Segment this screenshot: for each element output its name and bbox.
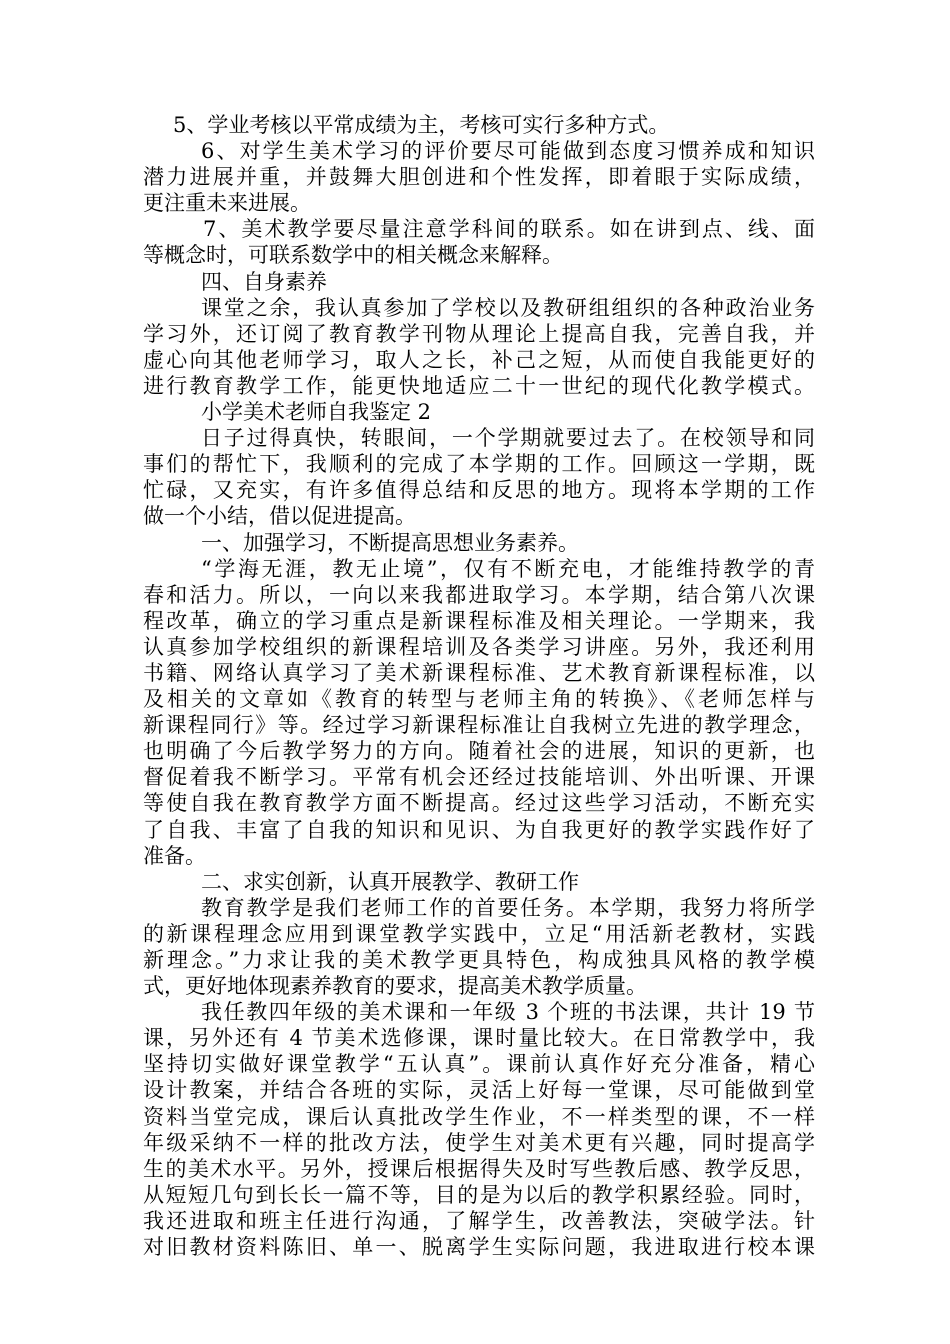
- text-line: 年级采纳不一样的批改方法，使学生对美术更有兴趣，同时提高学: [143, 1130, 815, 1155]
- text-line: 程改革，确立的学习重点是新课程标准及相关理论。一学期来，我: [143, 608, 815, 633]
- text-line: 督促着我不断学习。平常有机会还经过技能培训、外出听课、开课: [143, 765, 815, 790]
- text-line: 式，更好地体现素养教育的要求，提高美术教学质量。: [143, 974, 647, 999]
- text-line: 学习外，还订阅了教育教学刊物从理论上提高自我，完善自我，并: [143, 321, 815, 346]
- text-line: 对旧教材资料陈旧、单一、脱离学生实际问题，我进取进行校本课: [143, 1235, 815, 1260]
- text-line: 潜力进展并重，并鼓舞大胆创进和个性发挥，即着眼于实际成绩，: [143, 165, 815, 190]
- text-line: 事们的帮忙下，我顺利的完成了本学期的工作。回顾这一学期，既: [143, 452, 815, 477]
- text-line: 我任教四年级的美术课和一年级 3 个班的书法课，共计 19 节: [201, 1000, 815, 1025]
- section-heading: 四、自身素养: [201, 269, 327, 294]
- text-line: 资料当堂完成，课后认真批改学生作业，不一样类型的课，不一样: [143, 1104, 815, 1129]
- text-line: 更注重未来进展。: [143, 191, 311, 216]
- text-line: 6、对学生美术学习的评价要尽可能做到态度习惯养成和知识: [201, 139, 815, 164]
- text-line: 课堂之余，我认真参加了学校以及教研组组织的各种政治业务: [201, 295, 815, 320]
- text-line: 准备。: [143, 843, 206, 868]
- text-line: 新课程同行》等。经过学习新课程标准让自我树立先进的教学理念，: [143, 713, 815, 738]
- text-line: 7、美术教学要尽量注意学科间的联系。如在讲到点、线、面: [203, 217, 815, 242]
- section-heading: 一、加强学习，不断提高思想业务素养。: [201, 530, 579, 555]
- text-line: 了自我、丰富了自我的知识和见识、为自我更好的教学实践作好了: [143, 817, 815, 842]
- text-line: 日子过得真快，转眼间，一个学期就要过去了。在校领导和同: [201, 426, 815, 451]
- article-title: 小学美术老师自我鉴定 2: [201, 400, 432, 425]
- text-line: 等使自我在教育教学方面不断提高。经过这些学习活动，不断充实: [143, 791, 815, 816]
- text-line: 做一个小结，借以促进提高。: [143, 504, 416, 529]
- text-line: 春和活力。所以，一向以来我都进取学习。本学期，结合第八次课: [143, 582, 815, 607]
- text-line: 的新课程理念应用到课堂教学实践中，立足“用活新老教材，实践: [143, 921, 815, 946]
- text-line: 也明确了今后教学努力的方向。随着社会的进展，知识的更新，也: [143, 739, 815, 764]
- text-line: 坚持切实做好课堂教学“五认真”。课前认真作好充分准备，精心: [143, 1052, 815, 1077]
- text-line: 5、学业考核以平常成绩为主，考核可实行多种方式。: [173, 113, 670, 137]
- document-page: [143, 112, 815, 1260]
- text-line: 课，另外还有 4 节美术选修课，课时量比较大。在日常教学中，我: [143, 1026, 815, 1051]
- text-line: 忙碌，又充实，有许多值得总结和反思的地方。现将本学期的工作: [143, 478, 815, 503]
- text-line: 进行教育教学工作，能更快地适应二十一世纪的现代化教学模式。: [143, 373, 815, 398]
- text-line: 认真参加学校组织的新课程培训及各类学习讲座。另外，我还利用: [143, 634, 815, 659]
- text-line: “学海无涯，教无止境”，仅有不断充电，才能维持教学的青: [201, 556, 815, 581]
- text-line: 教育教学是我们老师工作的首要任务。本学期，我努力将所学: [201, 895, 815, 920]
- text-line: 新理念。”力求让我的美术教学更具特色，构成独具风格的教学模: [143, 948, 815, 972]
- text-line: 设计教案，并结合各班的实际，灵活上好每一堂课，尽可能做到堂: [143, 1078, 815, 1103]
- text-line: 生的美术水平。另外，授课后根据得失及时写些教后感、教学反思，: [143, 1156, 815, 1181]
- text-line: 我还进取和班主任进行沟通，了解学生，改善教法，突破学法。针: [143, 1208, 815, 1233]
- text-line: 及相关的文章如《教育的转型与老师主角的转换》、《老师怎样与: [143, 687, 815, 712]
- section-heading: 二、求实创新，认真开展教学、教研工作: [201, 869, 579, 894]
- text-line: 虚心向其他老师学习，取人之长，补己之短，从而使自我能更好的: [143, 347, 815, 372]
- text-line: 从短短几句到长长一篇不等，目的是为以后的教学积累经验。同时，: [143, 1182, 815, 1207]
- text-line: 等概念时，可联系数学中的相关概念来解释。: [143, 243, 563, 268]
- text-line: 书籍、网络认真学习了美术新课程标准、艺术教育新课程标准，以: [143, 660, 815, 685]
